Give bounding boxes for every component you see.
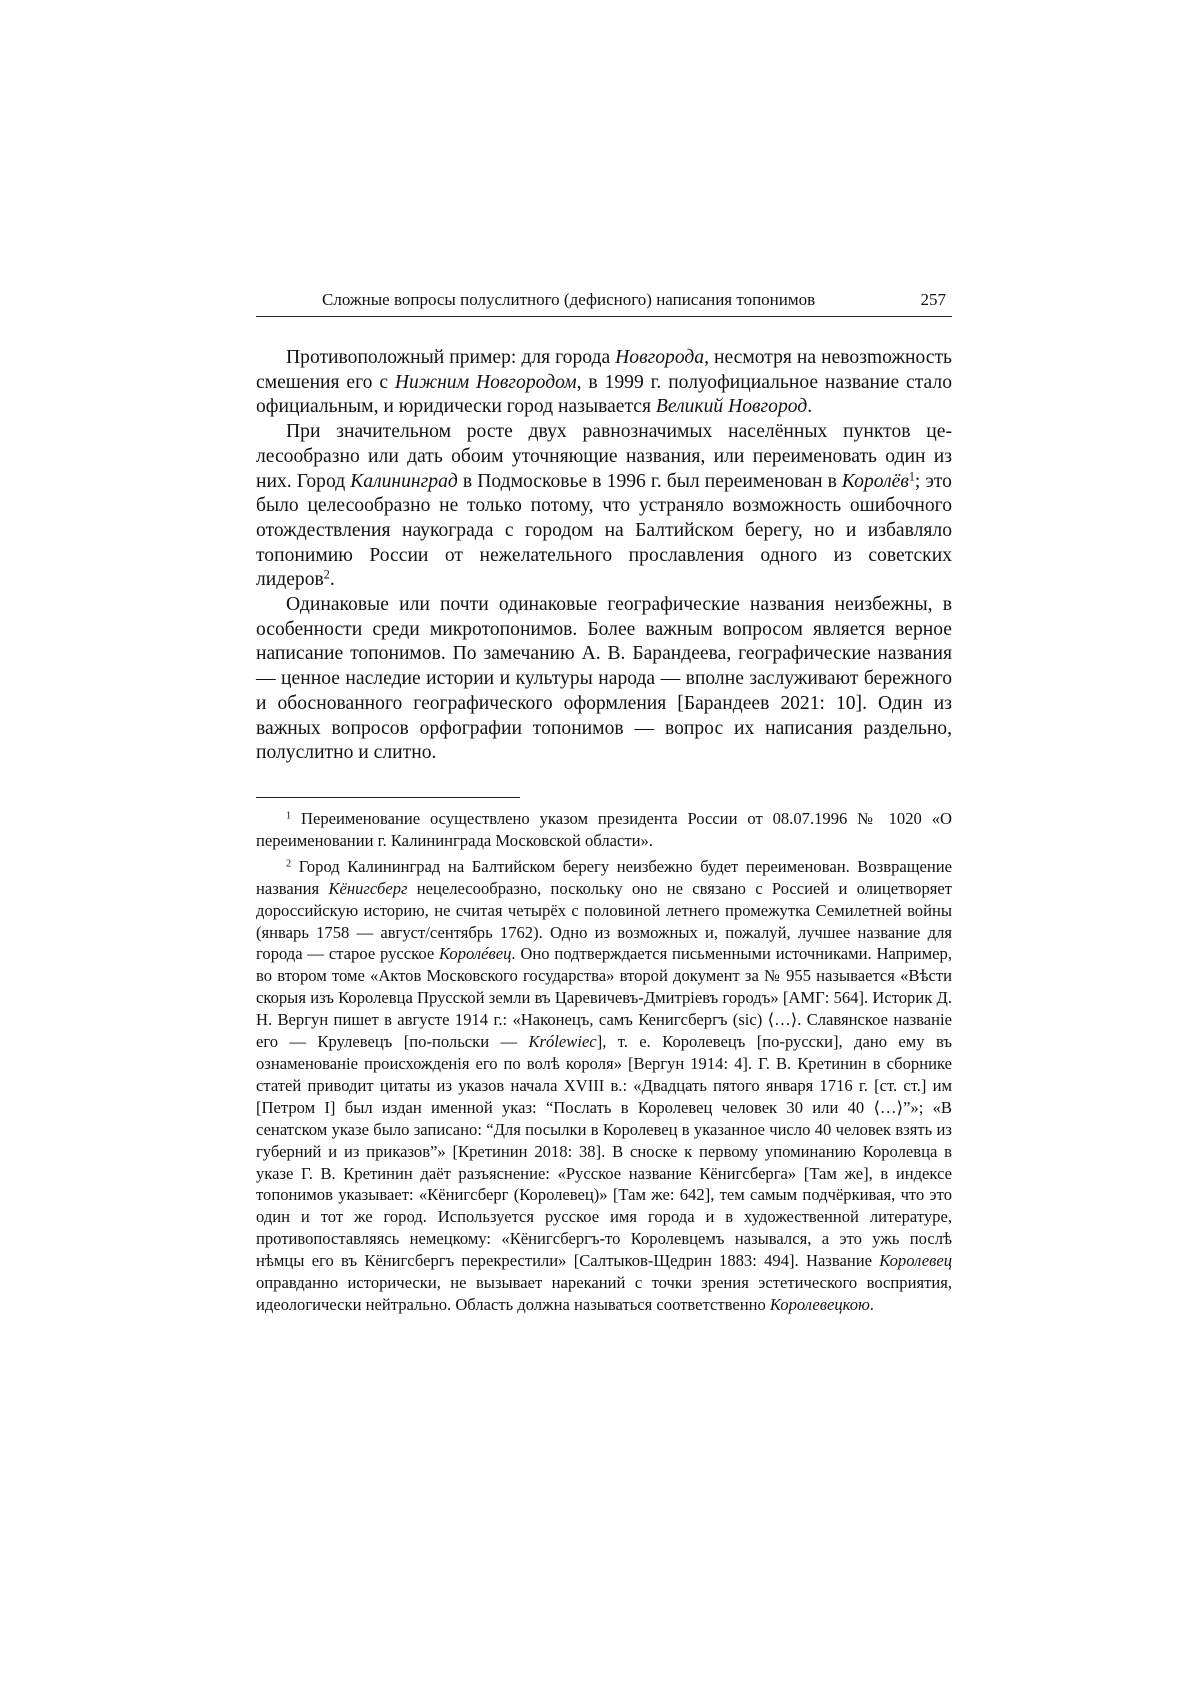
footnote-ref-2[interactable]: 2: [323, 567, 330, 582]
italic-term: Королéвец: [439, 944, 512, 964]
footnote-text: нецелесообразно, поскольку оно не связано с Россией и олицетворяет дороссийскую историю, не считая четырёх с половиной летнего промежутка Семилетней войны (январь 1758 — август/сентябрь 1762). Одно из возможных и, пожалуй, лучшее название для города — старое русское: [256, 878, 952, 964]
running-header: [256, 288, 952, 317]
footnote-mark-2: 2: [286, 858, 292, 870]
italic-term: Калининград: [350, 470, 458, 492]
footnote-text: .: [869, 1294, 874, 1314]
italic-term: Королевецкою: [769, 1294, 870, 1314]
text-run: .: [329, 569, 335, 591]
main-text: [256, 346, 952, 766]
text-run: Противоположный пример: для города: [286, 347, 616, 368]
footnote-2: [256, 856, 952, 1316]
paragraph-2: [256, 420, 952, 593]
text-run: ; это было целесообразно не только потому, что устраняло возможность ошибочного отождествления наукограда с городом на Балтийском берегу, но и избавляло топонимию России от нежелательного прославления одного из советских лидеров: [256, 470, 952, 591]
italic-term: Нижним Новгородом: [394, 371, 577, 393]
page-number: 257: [920, 290, 946, 309]
footnote-text: Город Калининград на Балтийском берегу неизбежно будет переименован. Возвращение названия: [256, 856, 952, 898]
running-title: Сложные вопросы полуслитного (дефисного) написания топонимов: [322, 290, 816, 309]
footnotes: [256, 808, 952, 1316]
footnote-mark-1: 1: [286, 810, 292, 822]
italic-term: Королёв: [841, 470, 909, 492]
text-run: , несмотря на невозmожность смешения его с: [256, 347, 952, 393]
footnote-separator: [256, 797, 520, 798]
text-run: , в 1999 г. полуофициальное название стало официальным, и юридически город называется: [256, 371, 953, 418]
italic-term: Кёнигсберг: [328, 878, 408, 898]
footnote-text: ], т. е. Королевецъ [по-русски], дано ему въ ознаменованiе происхожденiя его по волѣ короля» [Вергун 1914: 4]. Г. В. Кретинин в сборнике статей приводит цитаты из указов начала XVIII в.: «Двадцать пятого января 1716 г. [ст. ст.] им [Петром I] был издан именной указ: “Послать в Королевец человек 30 или 40 ⟨…⟩”»; «В сенатском указе было записано: “Для посылки в Королевец в указанное число 40 человек взять из губерний и из приказов”» [Кретинин 2018: 38]. В сноске к первому упоминанию Королевца в указе Г. В. Кретинин даёт разъяснение: «Русское название Кёнигсберга» [Там же], в индексе топонимов указывает: «Кёнигсберг (Королевец)» [Там же: 642], тем самым подчёркивая, что это один и тот же город. Используется русское имя города и в художественной литературе, противопоставляясь немецкому: «Кёнигсбергъ-то Королевцемъ назывался, а это ужь послѣ нѣмцы его въ Кёнигсбергъ перекрестили» [Салтыков-Щедрин 1883: 494]. Название: [256, 1032, 952, 1271]
text-run: в Подмосковье в 1996 г. был переименован в: [457, 470, 842, 492]
paragraph-3: Одинаковые или почти одинаковые географические названия неизбежны, в особенности среди микротопонимов. Более важным вопросом является верное написание топонимов. По замечанию А. В. Барандеева, географические названия — ценное наследие истории и культуры народа — вполне заслуживают бережного и обоснованного географического оформления [Барандеев 2021: 10]. Один из важных вопросов орфографии топонимов — вопрос их написания раздельно, полуслитно и слитно.: [256, 594, 952, 764]
italic-term: Новгорода: [615, 347, 705, 368]
italic-term: Królewiec: [528, 1032, 597, 1052]
paragraph-1: [256, 346, 952, 420]
italic-term: Королевец: [879, 1251, 952, 1271]
footnote-1: [256, 808, 952, 852]
text-run: .: [807, 396, 813, 418]
footnote-text: . Оно подтверждается письменными источниками. Например, во втором томе «Актов Московского государства» второй документ за № 955 называется «Вѣсти скорыя изъ Королевца Прусской земли въ Царевичевъ-Дмитрiевъ городъ» [АМГ: 564]. Историк Д. Н. Вергун пишет в августе 1914 г.: «Наконецъ, самъ Кенигсбергъ (sic) ⟨…⟩. Славянское названiе его — Крулевецъ [по-польски —: [256, 944, 952, 1052]
footnote-ref-1[interactable]: 1: [908, 468, 915, 483]
footnote-text: Переименование осуществлено указом президента России от 08.07.1996 № 1020 «О переименовании г. Калининграда Московской области».: [256, 809, 952, 850]
footnote-text: оправданно исторически, не вызывает нареканий с точки зрения эстетического восприятия, идеологически нейтрально. Область должна называться соответственно: [256, 1273, 952, 1314]
text-run: При значительном росте двух равнозначимых населённых пунктов целесообразно или дать обоим уточняющие названия, или переименовать один из них. Город: [256, 421, 952, 492]
italic-term: Великий Новгород: [655, 396, 808, 418]
